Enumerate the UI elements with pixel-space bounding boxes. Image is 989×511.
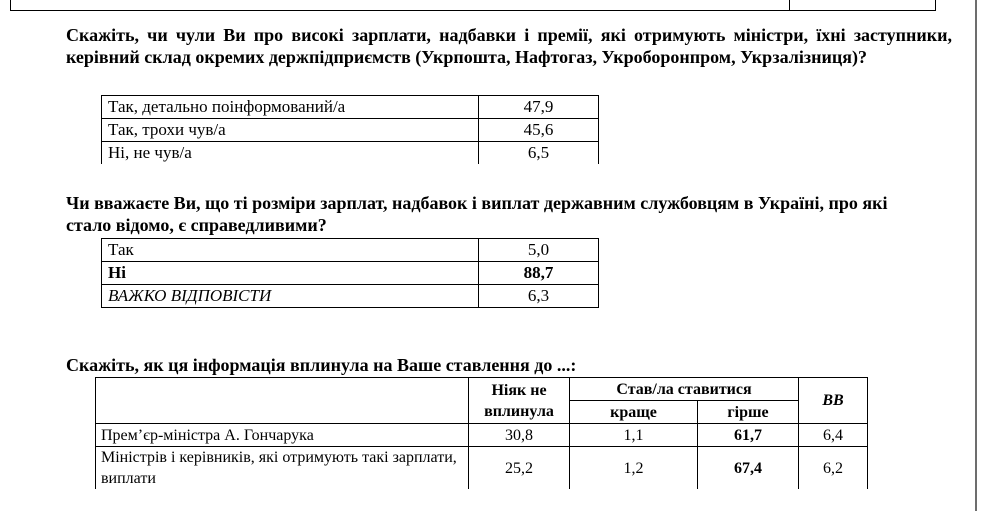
- table-row: [102, 285, 599, 308]
- header-worse: гірше: [698, 401, 799, 424]
- table-row: [102, 142, 599, 165]
- table-row: [102, 119, 599, 142]
- header-no-effect-line2: вплинула: [484, 402, 554, 420]
- question-3-table: [95, 377, 868, 489]
- row-label: Прем’єр-міністра А. Гончарука: [96, 424, 469, 447]
- header-no-effect-line1: Ніяк не: [491, 381, 547, 399]
- answer-value: 88,7: [479, 262, 599, 285]
- answer-value: 47,9: [479, 96, 599, 119]
- answer-value: 6,5: [479, 142, 599, 165]
- table-row: [102, 239, 599, 262]
- header-hard-to-say: ВВ: [799, 378, 868, 424]
- question-2-table: [101, 238, 599, 308]
- answer-label: Ні, не чув/а: [102, 142, 479, 165]
- question-1-heading: Скажіть, чи чули Ви про високі зарплати, надбавки і премії, які отримують міністри, їхні заступники, керівний склад окремих держпідприємств (Укрпошта, Нафтогаз, Укроборонпром, Укрзалізниця)?: [66, 25, 952, 67]
- table-row: [102, 96, 599, 119]
- answer-value: 5,0: [479, 239, 599, 262]
- answer-label: ВАЖКО ВІДПОВІСТИ: [102, 285, 479, 308]
- question-3-heading: Скажіть, як ця інформація вплинула на Ваше ставлення до ...:: [66, 355, 577, 375]
- no-effect-value: 25,2: [469, 447, 570, 490]
- answer-value: 45,6: [479, 119, 599, 142]
- answer-label: Так: [102, 239, 479, 262]
- answer-label: Ні: [102, 262, 479, 285]
- header-no-effect: [469, 378, 570, 424]
- better-value: 1,2: [570, 447, 698, 490]
- row-label: Міністрів і керівників, які отримують такі зарплати, виплати: [96, 447, 469, 490]
- header-empty-cell: [96, 378, 469, 424]
- previous-table-divider: [789, 0, 790, 10]
- answer-label: Так, трохи чув/а: [102, 119, 479, 142]
- table-row: [102, 262, 599, 285]
- header-better: краще: [570, 401, 698, 424]
- question-1-table: [101, 95, 599, 164]
- hard-to-say-value: 6,2: [799, 447, 868, 490]
- previous-table-edge: [10, 0, 936, 11]
- answer-label: Так, детально поінформований/а: [102, 96, 479, 119]
- answer-value: 6,3: [479, 285, 599, 308]
- table-row: [96, 424, 868, 447]
- header-changed-attitude: Став/ла ставитися: [570, 378, 799, 401]
- hard-to-say-value: 6,4: [799, 424, 868, 447]
- question-2-heading: Чи вважаєте Ви, що ті розміри зарплат, надбавок і виплат державним службовцям в Україні, про які стало відомо, є справедливими?: [66, 193, 888, 235]
- worse-value: 67,4: [698, 447, 799, 490]
- no-effect-value: 30,8: [469, 424, 570, 447]
- page-edge-divider: [975, 0, 977, 511]
- table-row: [96, 447, 868, 490]
- worse-value: 61,7: [698, 424, 799, 447]
- better-value: 1,1: [570, 424, 698, 447]
- table-header-row: [96, 378, 868, 401]
